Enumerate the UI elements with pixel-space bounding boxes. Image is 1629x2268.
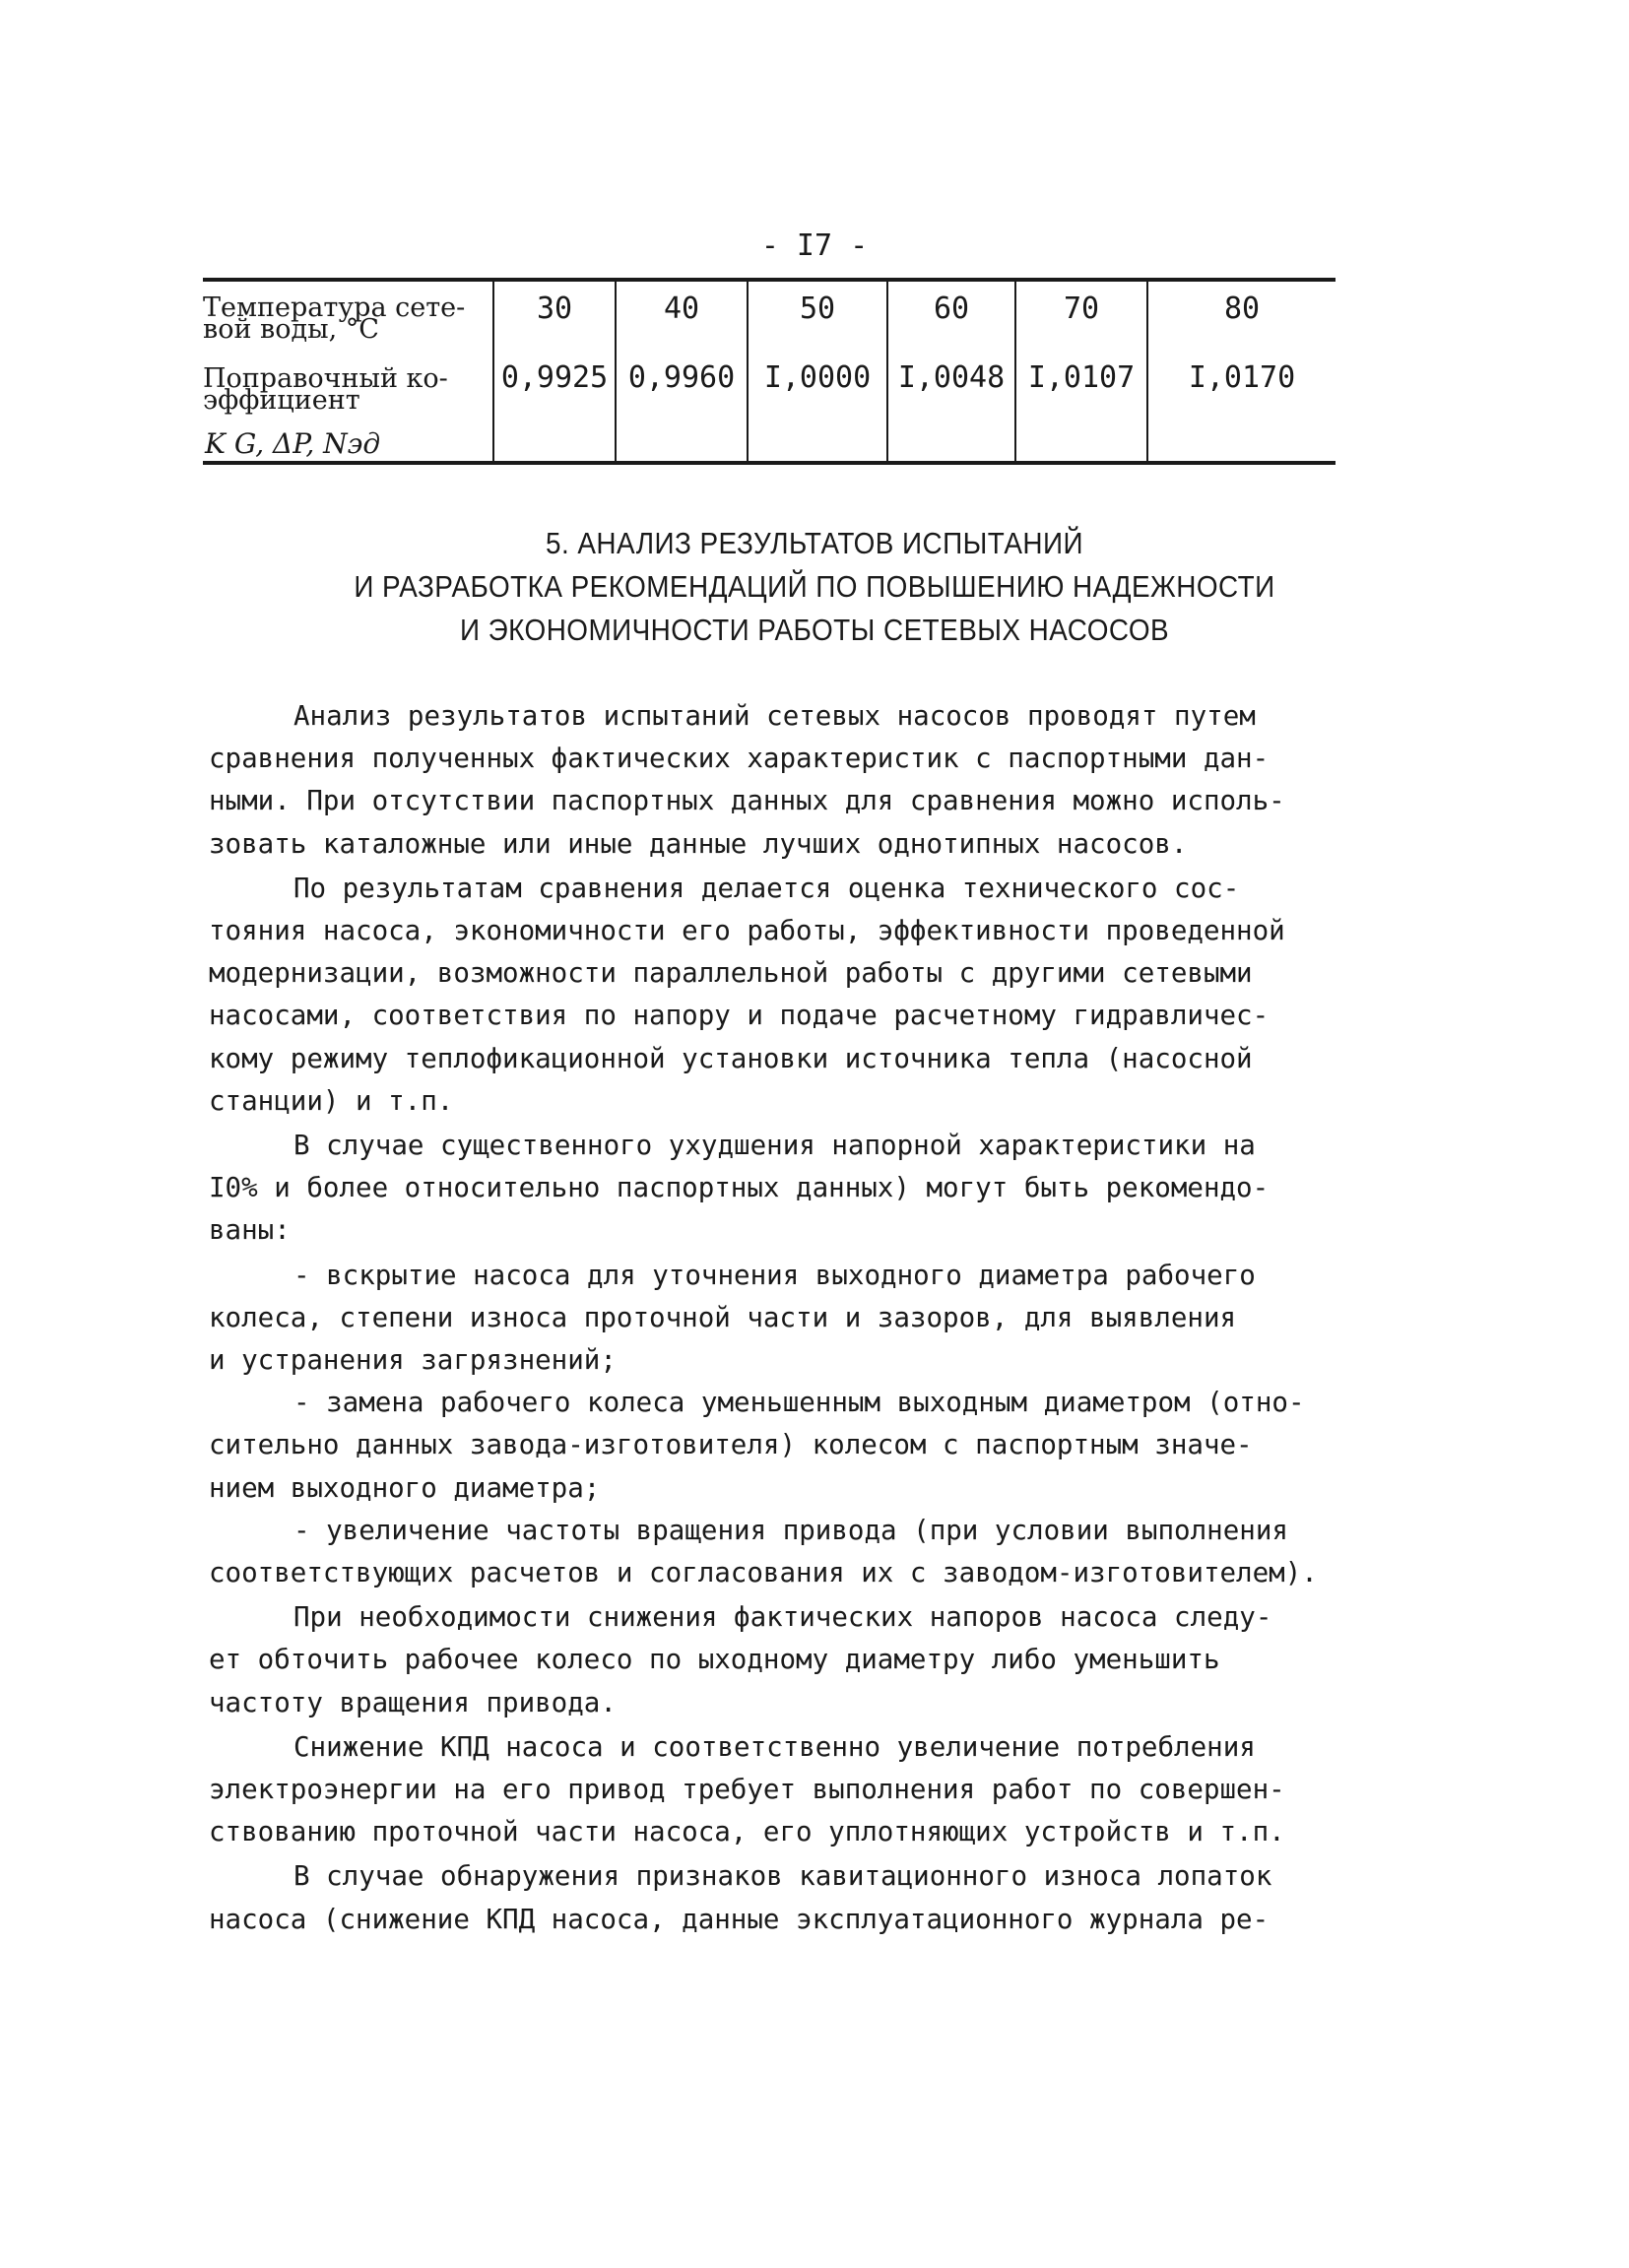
table-cell: 30	[536, 292, 573, 326]
table-cell: 80	[1223, 292, 1261, 326]
table-column-70	[1016, 282, 1148, 461]
table-cell: I,0000	[763, 360, 872, 395]
correction-formula: K G, ΔP, Nэд	[205, 427, 381, 460]
page-number: - I7 -	[760, 228, 869, 263]
table-column-60	[888, 282, 1016, 461]
table-cell: 0,9925	[500, 360, 609, 395]
correction-row-header: Поправочный ко- эффициент	[203, 363, 448, 416]
table-column-50	[749, 282, 888, 461]
table-cell: 70	[1063, 292, 1100, 326]
section-heading	[82, 522, 1548, 652]
table-column-80	[1148, 282, 1336, 461]
table-cell: I,0048	[897, 360, 1006, 395]
heading-line: И РАЗРАБОТКА РЕКОМЕНДАЦИЙ ПО ПОВЫШЕНИЮ НАДЕЖНОСТИ	[354, 569, 1275, 604]
table-cell: I,0107	[1027, 360, 1136, 395]
table-cell: I,0170	[1188, 360, 1296, 395]
table-cell: 0,9960	[627, 360, 736, 395]
heading-line: 5. АНАЛИЗ РЕЗУЛЬТАТОВ ИСПЫТАНИЙ	[545, 526, 1084, 560]
correction-factor-table	[203, 278, 1336, 465]
table-cell: 50	[799, 292, 836, 326]
table-column-30	[494, 282, 617, 461]
table-cell: 60	[933, 292, 970, 326]
temperature-row-header: Температура сете- вой воды, °С	[203, 292, 466, 345]
table-header-column	[203, 282, 494, 461]
table-column-40	[617, 282, 749, 461]
heading-line: И ЭКОНОМИЧНОСТИ РАБОТЫ СЕТЕВЫХ НАСОСОВ	[459, 613, 1170, 647]
body-text: Анализ результатов испытаний сетевых насосов проводят путем сравнения полученных фактических характеристик с паспортными дан- ными. При отсутствии паспортных данных для сравнения можно исполь- зовать каталожные или иные данные лучших однотипных насосов. По результатам сравнения делается оценка технического сос- тояния насоса, экономичности его работы, эффективности проведенной модернизации, возможности параллельной работы с другими сетевыми насосами, соответствия по напору и подаче расчетному гидравличес- кому режиму теплофикационной установки источника тепла (насосной станции) и т.п. В случае существенного ухудшения напорной характеристики на I0% и более относительно паспортных данных) могут быть рекомендо- ваны: - вскрытие насоса для уточнения выходного диаметра рабочего колеса, степени износа проточной части и зазоров, для выявления и устранения загрязнений; - замена рабочего колеса уменьшенным выходным диаметром (отно- сительно данных завода-изготовителя) колесом с паспортным значе- нием выходного диаметра; - увеличение частоты вращения привода (при условии выполнения соответствующих расчетов и согласования их с заводом-изготовителем). При необходимости снижения фактических напоров насоса следу- ет обточить рабочее колесо по ыходному диаметру либо уменьшить частоту вращения привода. Снижение КПД насоса и соответственно увеличение потребления электроэнергии на его привод требует выполнения работ по совершен- ствованию проточной части насоса, его уплотняющих устройств и т.п. В случае обнаружения признаков кавитационного износа лопаток насоса (снижение КПД насоса, данные эксплуатационного журнала ре-	[209, 700, 1318, 1935]
table-cell: 40	[663, 292, 700, 326]
